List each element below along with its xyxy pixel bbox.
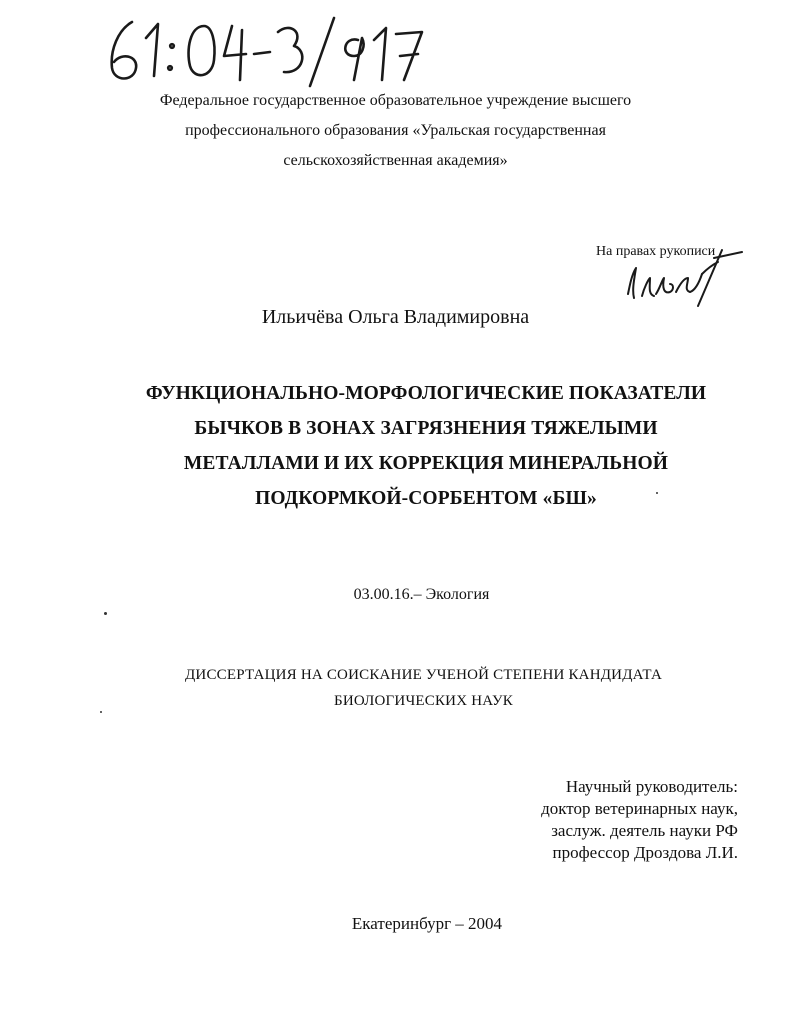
degree-statement	[0, 662, 791, 714]
handwritten-archive-code	[104, 10, 444, 90]
institution-line: Федеральное государственное образовательное учреждение высшего	[159, 92, 632, 109]
title-line: ФУНКЦИОНАЛЬНО-МОРФОЛОГИЧЕСКИЕ ПОКАЗАТЕЛИ	[145, 383, 707, 404]
supervisor-block	[508, 776, 738, 864]
title-line: БЫЧКОВ В ЗОНАХ ЗАГРЯЗНЕНИЯ ТЯЖЕЛЫМИ	[194, 418, 658, 439]
supervisor-name: профессор Дроздова Л.И.	[552, 843, 738, 862]
scan-speck	[100, 711, 102, 713]
city-year: Екатеринбург – 2004	[351, 914, 503, 933]
scan-speck	[656, 492, 658, 494]
title-line: МЕТАЛЛАМИ И ИХ КОРРЕКЦИЯ МИНЕРАЛЬНОЙ	[183, 453, 669, 474]
scan-speck	[104, 612, 107, 615]
institution-line: сельскохозяйственная академия»	[283, 152, 508, 169]
supervisor-label: Научный руководитель:	[565, 777, 738, 796]
author-name: Ильичёва Ольга Владимировна	[261, 306, 530, 328]
degree-line: БИОЛОГИЧЕСКИХ НАУК	[334, 693, 513, 709]
manuscript-rights-note: На правах рукописи	[596, 244, 716, 259]
institution-line: профессионального образования «Уральская государственная	[185, 122, 606, 139]
institution-name	[0, 86, 791, 176]
author-signature	[618, 244, 748, 308]
dissertation-title	[0, 376, 791, 516]
supervisor-honor: заслуж. деятель науки РФ	[551, 821, 738, 840]
supervisor-degree: доктор ветеринарных наук,	[541, 799, 738, 818]
degree-line: ДИССЕРТАЦИЯ НА СОИСКАНИЕ УЧЕНОЙ СТЕПЕНИ КАНДИДАТА	[185, 667, 662, 683]
specialty-code: 03.00.16.– Экология	[353, 586, 490, 603]
title-line: ПОДКОРМКОЙ-СОРБЕНТОМ «БШ»	[255, 488, 597, 509]
